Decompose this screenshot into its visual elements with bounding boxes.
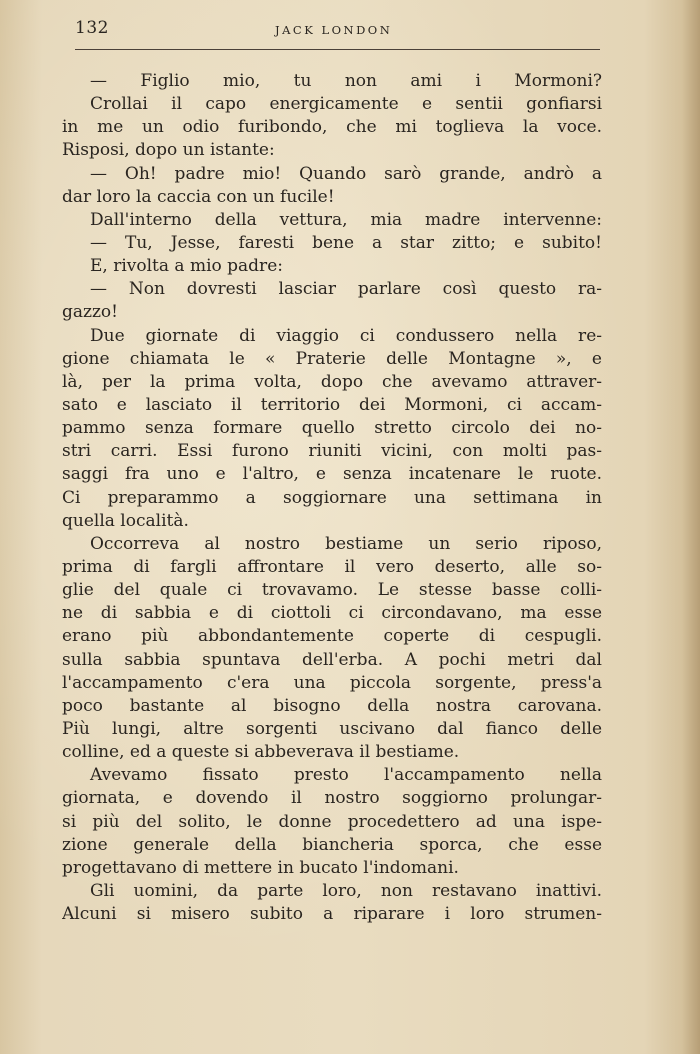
text-line: sulla sabbia spuntava dell'erba. A pochi metri dal (62, 649, 602, 670)
text-line: — Oh! padre mio! Quando sarò grande, andrò a (90, 163, 602, 184)
body-text (62, 70, 602, 926)
text-line: l'accampamento c'era una piccola sorgente, press'a (62, 672, 602, 693)
text-line: Risposi, dopo un istante: (62, 140, 275, 161)
text-line: quella località. (62, 510, 189, 531)
text-line: sato e lasciato il territorio dei Mormoni, ci accam- (62, 394, 602, 415)
text-line: giornata, e dovendo il nostro soggiorno prolungar- (62, 788, 602, 809)
page-number: 132 (75, 18, 109, 38)
text-line: Più lungi, altre sorgenti uscivano dal fianco delle (62, 718, 602, 739)
text-line: poco bastante al bisogno della nostra carovana. (62, 695, 602, 716)
text-line: — Tu, Jesse, faresti bene a star zitto; e subito! (90, 232, 602, 253)
text-line: dar loro la caccia con un fucile! (62, 186, 335, 207)
text-line: gazzo! (62, 302, 118, 323)
page-edge-shadow (682, 0, 700, 1054)
running-head: JACK LONDON (275, 23, 393, 37)
text-line: zione generale della biancheria sporca, che esse (62, 834, 602, 855)
text-line: pammo senza formare quello stretto circolo dei no- (62, 418, 602, 439)
text-line: là, per la prima volta, dopo che avevamo attraver- (62, 371, 602, 392)
text-line: Gli uomini, da parte loro, non restavano inattivi. (90, 880, 602, 901)
text-line: Occorreva al nostro bestiame un serio riposo, (90, 533, 602, 554)
text-line: progettavano di mettere in bucato l'indomani. (62, 857, 459, 878)
header-rule (75, 49, 600, 50)
text-line: in me un odio furibondo, che mi toglieva la voce. (62, 117, 602, 138)
text-line: — Non dovresti lasciar parlare così questo ra- (90, 279, 602, 300)
text-line: glie del quale ci trovavamo. Le stesse basse colli- (62, 580, 602, 601)
text-line: erano più abbondantemente coperte di cespugli. (62, 626, 602, 647)
text-line: Avevamo fissato presto l'accampamento nella (90, 765, 602, 786)
text-line: E, rivolta a mio padre: (90, 256, 283, 277)
text-line: ne di sabbia e di ciottoli ci circondavano, ma esse (62, 603, 602, 624)
text-line: Due giornate di viaggio ci condussero nella re- (90, 325, 602, 346)
text-line: stri carri. Essi furono riuniti vicini, con molti pas- (62, 441, 602, 462)
text-line: Dall'interno della vettura, mia madre intervenne: (90, 209, 602, 230)
text-line: — Figlio mio, tu non ami i Mormoni? (90, 71, 602, 91)
text-line: prima di fargli affrontare il vero deserto, alle so- (62, 556, 602, 577)
text-line: colline, ed a queste si abbeverava il bestiame. (62, 742, 460, 763)
text-line: Ci preparammo a soggiornare una settimana in (62, 487, 602, 508)
text-line: si più del solito, le donne procedettero ad una ispe- (62, 811, 602, 832)
text-line: saggi fra uno e l'altro, e senza incatenare le ruote. (62, 464, 602, 485)
text-line: Alcuni si misero subito a riparare i loro strumen- (62, 904, 602, 925)
text-line: Crollai il capo energicamente e sentii gonfiarsi (90, 94, 602, 115)
page-header (75, 18, 600, 42)
text-line: gione chiamata le « Praterie delle Montagne », e (62, 348, 602, 369)
